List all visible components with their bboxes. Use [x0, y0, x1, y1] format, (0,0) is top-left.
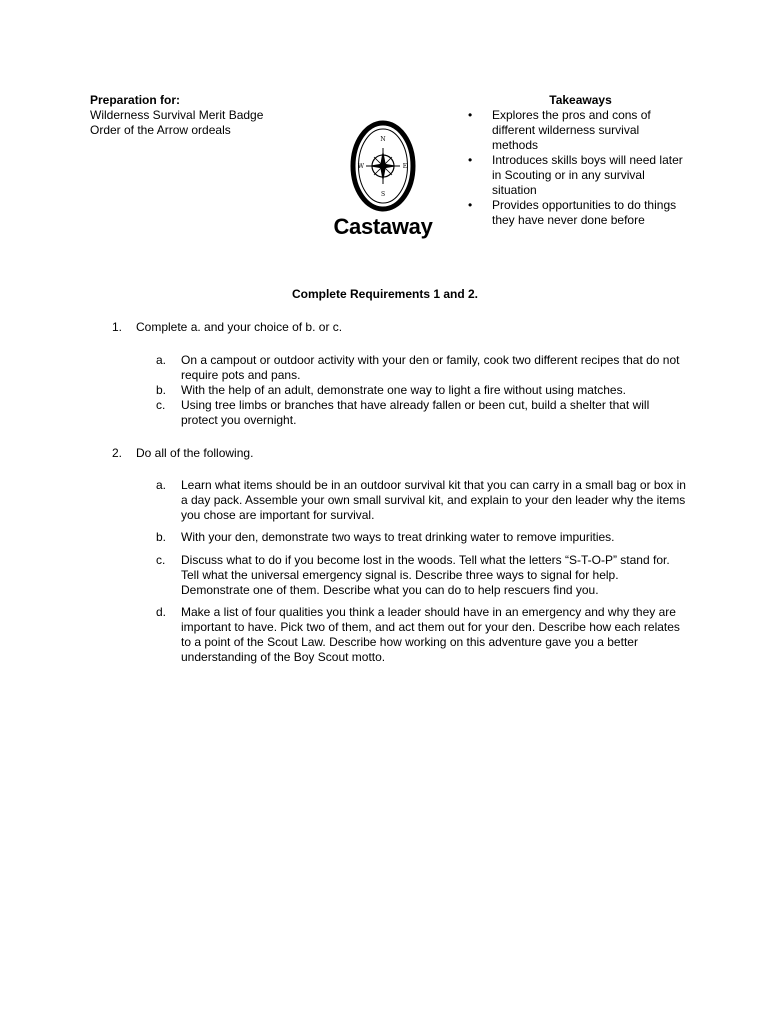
preparation-heading: Preparation for: — [90, 93, 181, 107]
subrequirement-text: Discuss what to do if you become lost in the woods. Tell what the letters “S-T-O-P” stand for. Tell what the universal emergency signal is. Describe three ways to signal for help. Demonstrate one of them. Describe what you can do to help rescuers find you. — [181, 553, 670, 597]
requirement-number: 2. — [112, 446, 123, 460]
compass-letter-w: W — [357, 163, 365, 170]
takeaway-text: Explores the pros and cons of different wilderness survival methods — [492, 108, 651, 152]
subrequirement-text: Learn what items should be in an outdoor survival kit that you can carry in a small bag or box in a day pack. Assemble your own small survival kit, and explain to your den leader why the items you chose are important for survival. — [181, 478, 686, 522]
takeaway-text: Introduces skills boys will need later in Scouting or in any survival situation — [492, 153, 683, 197]
requirement-text: Complete a. and your choice of b. or c. — [136, 320, 343, 334]
subrequirement-text: With the help of an adult, demonstrate one way to light a fire without using matches. — [181, 383, 626, 397]
preparation-line: Wilderness Survival Merit Badge — [90, 108, 264, 122]
bullet: • — [468, 153, 473, 167]
takeaway-item — [468, 153, 683, 198]
takeaway-item — [468, 198, 683, 228]
takeaway-text: Provides opportunities to do things they have never done before — [492, 198, 677, 227]
subrequirement-text: With your den, demonstrate two ways to treat drinking water to remove impurities. — [181, 530, 615, 544]
requirements-title: Complete Requirements 1 and 2. — [291, 287, 479, 301]
preparation-line: Order of the Arrow ordeals — [90, 123, 231, 137]
compass-letter-e: E — [402, 163, 408, 170]
logo-title: Castaway — [333, 214, 433, 239]
subrequirement-letter: c. — [156, 553, 166, 567]
subrequirement-letter: c. — [156, 398, 166, 412]
bullet: • — [468, 108, 473, 122]
takeaway-item — [468, 108, 683, 153]
subrequirement-letter: b. — [156, 383, 167, 397]
castaway-logo — [328, 118, 438, 246]
requirement-text: Do all of the following. — [136, 446, 254, 460]
subrequirement-letter: a. — [156, 478, 167, 492]
compass-letter-n: N — [380, 136, 386, 143]
compass-icon — [350, 120, 416, 212]
takeaways-list — [468, 108, 683, 228]
subrequirement-text: Using tree limbs or branches that have already fallen or been cut, build a shelter that will protect you overnight. — [181, 398, 650, 427]
subrequirement-letter: a. — [156, 353, 167, 367]
bullet: • — [468, 198, 473, 212]
compass-letter-s: S — [380, 191, 386, 198]
subrequirement-text: On a campout or outdoor activity with your den or family, cook two different recipes that do not require pots and pans. — [181, 353, 680, 382]
takeaways-block — [468, 93, 683, 228]
requirement-number: 1. — [112, 320, 123, 334]
preparation-block — [90, 93, 263, 138]
subrequirement-text: Make a list of four qualities you think a leader should have in an emergency and why they are important to have. Pick two of them, and act them out for your den. Describe how each relates to a point of the Scout Law. Describe how working on this adventure gave you a better understanding of the Boy Scout motto. — [181, 605, 680, 664]
takeaways-heading: Takeaways — [549, 93, 612, 107]
subrequirement-letter: b. — [156, 530, 167, 544]
subrequirement-letter: d. — [156, 605, 167, 619]
